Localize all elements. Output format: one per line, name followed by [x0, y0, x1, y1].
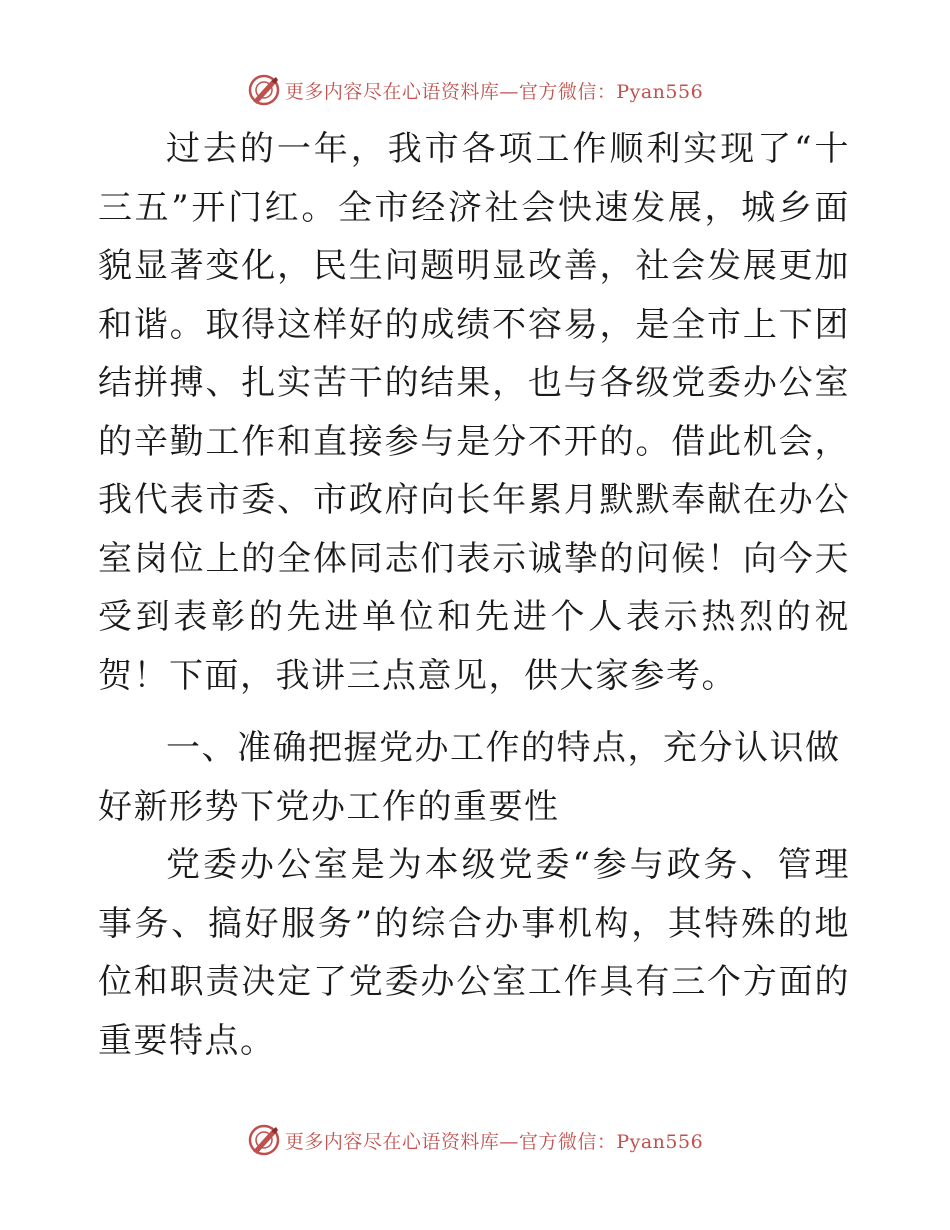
header-watermark [0, 70, 950, 110]
watermark-text: 更多内容尽在心语资料库—官方微信：Pyan556 [284, 80, 704, 103]
document-body [98, 120, 850, 1070]
pen-circle-icon [247, 73, 281, 107]
pen-circle-icon [247, 1123, 281, 1157]
body-paragraph-2: 党委办公室是为本级党委“参与政务、管理事务、搞好服务”的综合办事机构，其特殊的地位和职责决定了党委办公室工作具有三个方面的重要特点。 [98, 845, 850, 1061]
watermark-text: 更多内容尽在心语资料库—官方微信：Pyan556 [284, 1130, 704, 1153]
footer-watermark [0, 1120, 950, 1160]
section-heading: 一、准确把握党办工作的特点，充分认识做好新形势下党办工作的重要性 [98, 728, 841, 827]
body-paragraph: 过去的一年，我市各项工作顺利实现了“十三五”开门红。全市经济社会快速发展，城乡面貌显著变化，民生问题明显改善，社会发展更加和谐。取得这样好的成绩不容易，是全市上下团结拼搏、扎实苦干的结果，也与各级党委办公室的辛勤工作和直接参与是分不开的。借此机会，我代表市委、市政府向长年累月默默奉献在办公室岗位上的全体同志们表示诚挚的问候！向今天受到表彰的先进单位和先进个人表示热烈的祝贺！下面，我讲三点意见，供大家参考。 [98, 129, 850, 696]
